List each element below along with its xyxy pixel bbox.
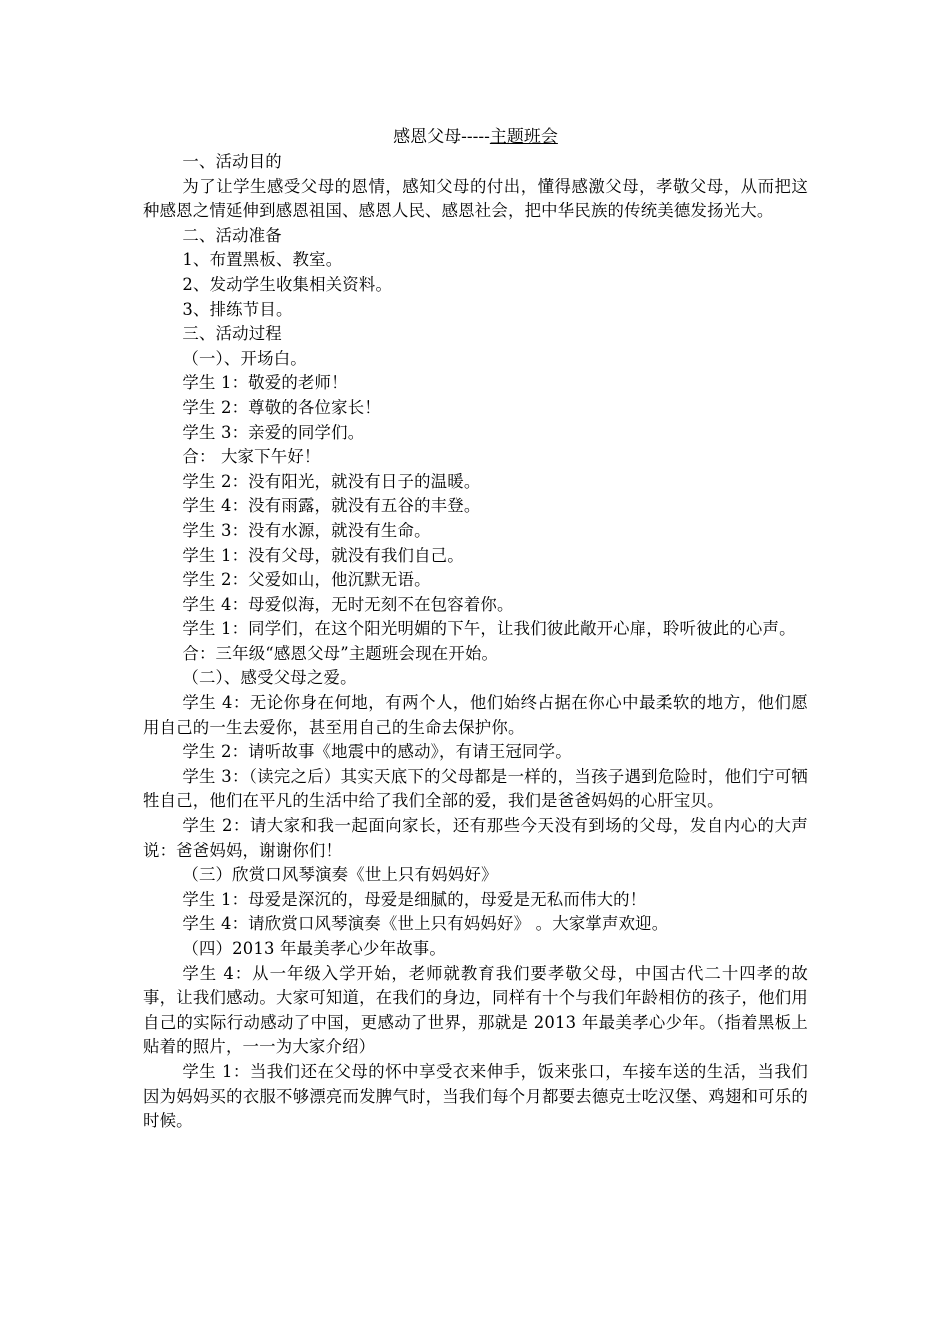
paragraph: 2、发动学生收集相关资料。: [182, 274, 393, 294]
page-title: [143, 124, 808, 150]
paragraph: （四）2013 年最美孝心少年故事。: [182, 939, 446, 958]
paragraph: 学生 2：父爱如山，他沉默无语。: [182, 570, 431, 590]
paragraph: 二、活动准备: [182, 225, 282, 245]
paragraph: 学生 2：没有阳光，就没有日子的温暖。: [182, 471, 481, 491]
paragraph: （三）欣赏口风琴演奏《世上只有妈妈好》: [182, 865, 498, 885]
title-underlined: 主题班会: [489, 127, 558, 147]
paragraph: 学生 4：没有雨露，就没有五谷的丰登。: [182, 496, 481, 516]
paragraph: 学生 2：请大家和我一起面向家长，还有那些今天没有到场的父母，发自内心的大声说：爸爸妈妈，谢谢你们！: [143, 816, 808, 860]
paragraph: 学生 4：无论你身在何地，有两个人，他们始终占据在你心中最柔软的地方，他们愿用自己的一生去爱你，甚至用自己的生命去保护你。: [143, 693, 808, 737]
paragraph: 3、排练节目。: [182, 299, 293, 319]
paragraph: 学生 1：当我们还在父母的怀中享受衣来伸手，饭来张口，车接车送的生活，当我们因为妈妈买的衣服不够漂亮而发脾气时，当我们每个月都要去德克士吃汉堡、鸡翅和可乐的时候。: [143, 1061, 808, 1131]
paragraph: 学生 2：请听故事《地震中的感动》，有请王冠同学。: [182, 742, 572, 762]
paragraph: 合： 大家下午好！: [182, 447, 321, 467]
paragraph: 学生 3：（读完之后）其实天底下的父母都是一样的，当孩子遇到危险时，他们宁可牺牲自己，他们在平凡的生活中给了我们全部的爱，我们是爸爸妈妈的心肝宝贝。: [143, 766, 808, 811]
paragraph: 合：三年级“感恩父母”主题班会现在开始。: [182, 643, 499, 663]
paragraph: （二）、感受父母之爱。: [182, 668, 357, 688]
paragraph: 学生 3：亲爱的同学们。: [182, 422, 365, 442]
paragraph: 学生 2：尊敬的各位家长！: [182, 397, 381, 417]
paragraph: 为了让学生感受父母的恩情，感知父母的付出，懂得感激父母，孝敬父母，从而把这种感恩之情延伸到感恩祖国、感恩人民、感恩社会，把中华民族的传统美德发扬光大。: [143, 176, 808, 221]
paragraph: （一）、开场白。: [182, 348, 307, 368]
document-body: [143, 150, 808, 1134]
paragraph: 学生 4：从一年级入学开始，老师就教育我们要孝敬父母，中国古代二十四孝的故事，让我们感动。大家可知道，在我们的身边，同样有十个与我们年龄相仿的孩子，他们用自己的实际行动感动了中国，更感动了世界，那就是 2013 年最美孝心少年。（指着黑板上贴着的照片，一一为大家介绍）: [143, 963, 808, 1057]
paragraph: 学生 4：母爱似海，无时无刻不在包容着你。: [182, 594, 514, 614]
paragraph: 学生 1：同学们，在这个阳光明媚的下午，让我们彼此敞开心扉，聆听彼此的心声。: [182, 619, 796, 639]
paragraph: 学生 1：母爱是深沉的，母爱是细腻的，母爱是无私而伟大的！: [182, 889, 647, 909]
paragraph: 1、布置黑板、教室。: [182, 250, 343, 270]
paragraph: 学生 1：没有父母，就没有我们自己。: [182, 545, 464, 565]
paragraph: 学生 3：没有水源，就没有生命。: [182, 520, 431, 540]
title-main: 感恩父母-----: [393, 127, 490, 147]
document-page: [143, 124, 808, 1134]
paragraph: 三、活动过程: [182, 324, 282, 344]
paragraph: 学生 4：请欣赏口风琴演奏《世上只有妈妈好》 。大家掌声欢迎。: [182, 914, 669, 934]
paragraph: 学生 1：敬爱的老师！: [182, 373, 348, 393]
paragraph: 一、活动目的: [182, 152, 282, 171]
